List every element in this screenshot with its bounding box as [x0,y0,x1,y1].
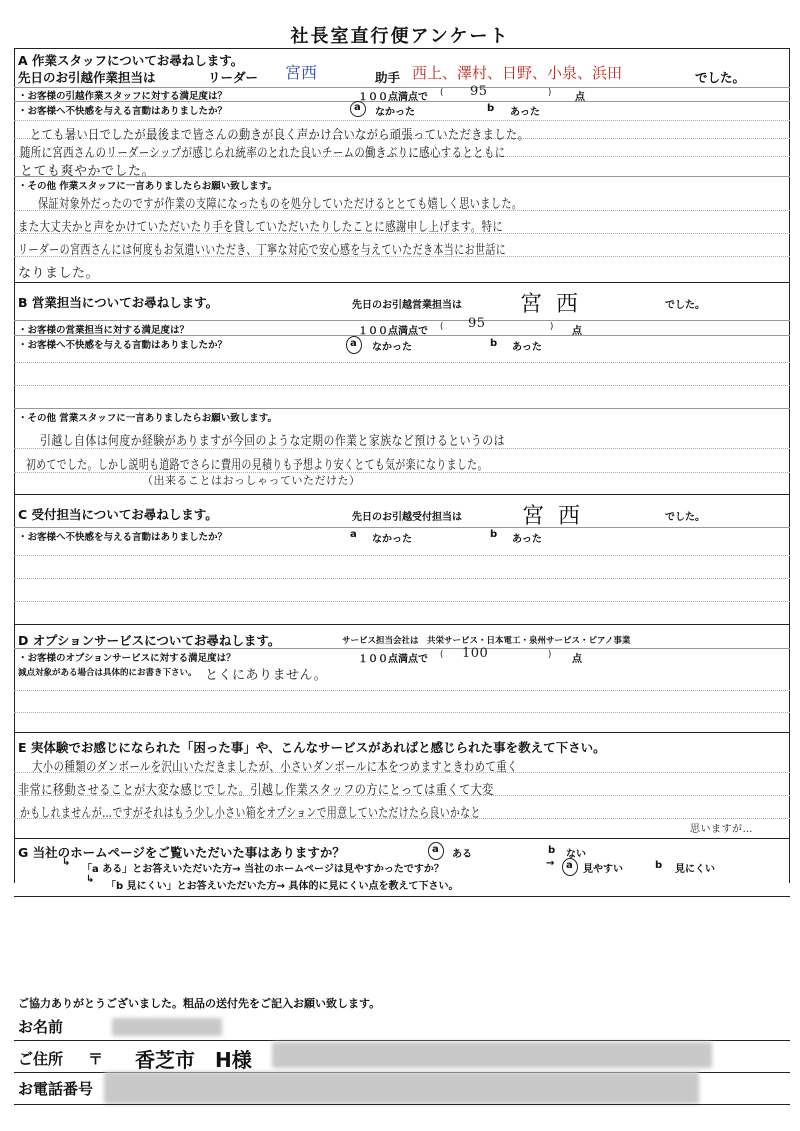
rule [14,320,790,321]
e-comment-line: 大小の種類のダンボールを沢山いただきましたが、小さいダンボールに本をつめますときわめて重く [32,760,518,775]
rule [14,176,790,177]
g-sub1: 「a ある」とお答えいただいた方→ 当社のホームページは見やすかったですか？ [82,864,444,875]
a-comment1-line: 随所に宮西さんのリーダーシップが感じられ統率のとれた良いチームの働きぶりに感心するとともに [20,146,506,161]
rule [14,1040,790,1041]
g-sub1-b-label: 見にくい [675,864,715,875]
leader-name: 宮西 [285,63,318,82]
b-q-satisfaction: ・お客様の営業担当に対する満足度は？ [18,325,190,336]
section-e-heading: E 実体験でお感じになられた「困った事」や、こんなサービスがあればと感じられた事を教えて下さい。 [18,740,606,755]
rule [14,712,790,713]
rule [14,494,790,495]
c-staff-name: 宮西 [522,504,595,529]
g-sub1-b[interactable]: b [655,860,663,871]
c-opt-b[interactable]: b [490,529,498,540]
d-score-label: １００点満点で [358,654,428,665]
frame-top [14,48,790,49]
redacted-name [112,1018,222,1036]
b-score-value: 95 [468,316,486,331]
a-q-satisfaction: ・お客様の引越作業スタッフに対する満足度は？ [18,91,228,102]
b-opt-a[interactable]: a [350,338,357,349]
b-comment-line: （出来ることはおっしゃっていただけた） [142,474,361,487]
c-q-discomfort: ・お客様へ不快感を与える言動はありましたか？ [18,532,228,543]
a-comment2-line: 保証対象外だったのですが作業の支障になったものを処分していただけるととても嬉しく思いました。 [38,197,523,212]
d-score-value: 100 [462,646,489,661]
postal-mark: 〒 [88,1050,104,1068]
b-comment-line: 初めてでした。しかし説明も道路でさらに費用の見積りも予想より安くとても気が楽になりました。 [26,458,488,473]
paren-open: ( [440,88,444,98]
b-score-label: １００点満点で [358,326,428,337]
b-score-unit: 点 [572,326,582,337]
rule [14,601,790,602]
a-comment2-line: なりました。 [18,266,100,281]
d-reason-value: とくにありません。 [205,668,328,683]
d-reason-label: 減点対象がある場合は具体的にお書き下さい。 [18,668,197,678]
rule [14,1104,790,1105]
paren-close: ) [548,650,552,660]
footer-thanks: ご協力ありがとうございました。粗品の送付先をご記入お願い致します。 [18,997,381,1010]
d-score-unit: 点 [572,654,582,665]
rule [14,527,790,528]
phone-label: お電話番号 [18,1080,94,1098]
section-b-staff-label: 先日のお引越営業担当は [352,300,462,311]
b-q-discomfort: ・お客様へ不快感を与える言動はありましたか？ [18,340,228,351]
address-visible: 香芝市 H様 [135,1048,252,1072]
rule [14,578,790,579]
a-score-value: 95 [470,84,488,99]
rule [14,838,790,839]
g-opt-b-label: ない [566,849,586,860]
c-suffix: でした。 [665,512,705,523]
a-q-other: ・その他 作業スタッフに一言ありましたらお願い致します。 [18,181,278,192]
b-staff-name: 宮西 [520,292,593,317]
c-opt-a[interactable]: a [350,529,357,540]
section-a-heading: A 作業スタッフについてお尋ねします。 [18,53,244,68]
a-opt-a[interactable]: a [354,102,361,113]
a-comment1-line: とても暑い日でしたが最後まで皆さんの動きが良く声かけ合いながら頑張っていただきました。 [30,128,530,143]
b-opt-a-label: なかった [372,342,412,353]
rule [14,101,790,102]
a-opt-b[interactable]: b [487,103,495,114]
g-sub1-a-label: 見やすい [583,864,623,875]
g-sub2: 「b 見にくい」とお答えいただいた方→ 具体的に見にくい点を教えて下さい。 [106,881,459,892]
paren-close: ) [550,322,554,332]
section-a-staff-label: 先日のお引越作業担当は [18,70,156,85]
a-comment2-line: リーダーの宮西さんには何度もお気遣いいただき、丁寧な対応で安心感を与えていただき本当にお世話に [18,243,507,258]
a-comment2-line: また大丈夫かと声をかけていただいたり手を貸していただいたりしたことに感謝申し上げます。特に [18,220,504,235]
rule [14,120,790,121]
rule [14,408,790,409]
e-comment-line: 思いますが… [690,824,753,835]
b-comment-line: 引越し自体は何度か経験がありますが今回のような定期の作業と家族など預けるというのは [40,434,505,449]
address-label: ご住所 [18,1050,64,1068]
assistant-names: 西上、澤村、日野、小泉、浜田 [412,64,623,82]
e-comment-line: かもしれませんが…ですがそれはもう少し小さい箱をオプションで用意していただけたら良いかなと [20,806,481,821]
rule [14,362,790,363]
leader-label: リーダー [208,70,259,85]
arrow-right-icon: → [546,858,555,869]
g-opt-b[interactable]: b [548,845,556,856]
redacted-phone [104,1072,699,1104]
d-q-satisfaction: ・お客様のオプションサービスに対する満足度は？ [18,653,236,664]
rule [14,896,790,897]
assistant-label: 助手 [375,70,401,85]
section-c-heading: C 受付担当についてお尋ねします。 [18,507,218,522]
rule [14,555,790,556]
paren-close: ) [548,88,552,98]
rule [14,335,790,336]
survey-title: 社長室直行便アンケート [290,26,510,47]
paren-open: ( [440,322,444,332]
frame-left [14,48,15,883]
paren-open: ( [440,650,444,660]
section-a-suffix: でした。 [695,70,746,85]
a-q-discomfort: ・お客様へ不快感を与える言動はありましたか？ [18,106,228,117]
b-q-other: ・その他 営業スタッフに一言ありましたらお願い致します。 [18,413,278,424]
arrow-icon: ↳ [62,857,71,868]
g-opt-a[interactable]: a [432,844,439,855]
name-label: お名前 [18,1018,64,1036]
rule [14,282,790,283]
section-c-staff-label: 先日のお引越受付担当は [352,512,462,523]
d-companies: サービス担当会社は 共栄サービス・日本電工・泉州サービス・ピアノ事業 [342,636,631,646]
b-suffix: でした。 [665,300,705,311]
b-opt-b[interactable]: b [490,338,498,349]
a-score-label: １００点満点で [358,92,428,103]
g-opt-a-label: ある [452,849,472,860]
c-opt-b-label: あった [512,534,542,545]
a-opt-b-label: あった [510,107,540,118]
a-opt-a-label: なかった [375,107,415,118]
rule [14,624,790,625]
section-d-heading: D オプションサービスについてお尋ねします。 [18,633,281,648]
rule [14,690,790,691]
a-comment1-line: とても爽やかでした。 [20,164,156,179]
redacted-address [272,1042,712,1068]
rule [14,385,790,386]
rule [14,732,790,733]
section-g-heading: G 当社のホームページをご覧いただいた事はありますか？ [18,845,345,860]
a-score-unit: 点 [575,92,585,103]
c-opt-a-label: なかった [372,534,412,545]
section-b-heading: B 営業担当についてお尋ねします。 [18,295,219,310]
e-comment-line: 非常に移動させることが大変な感じでした。引越し作業スタッフの方にとっては重くて大変 [18,783,494,798]
arrow-icon: ↳ [86,874,95,885]
g-sub1-a[interactable]: a [566,860,573,871]
frame-right [789,48,790,883]
rule [14,648,790,649]
b-opt-b-label: あった [512,342,542,353]
